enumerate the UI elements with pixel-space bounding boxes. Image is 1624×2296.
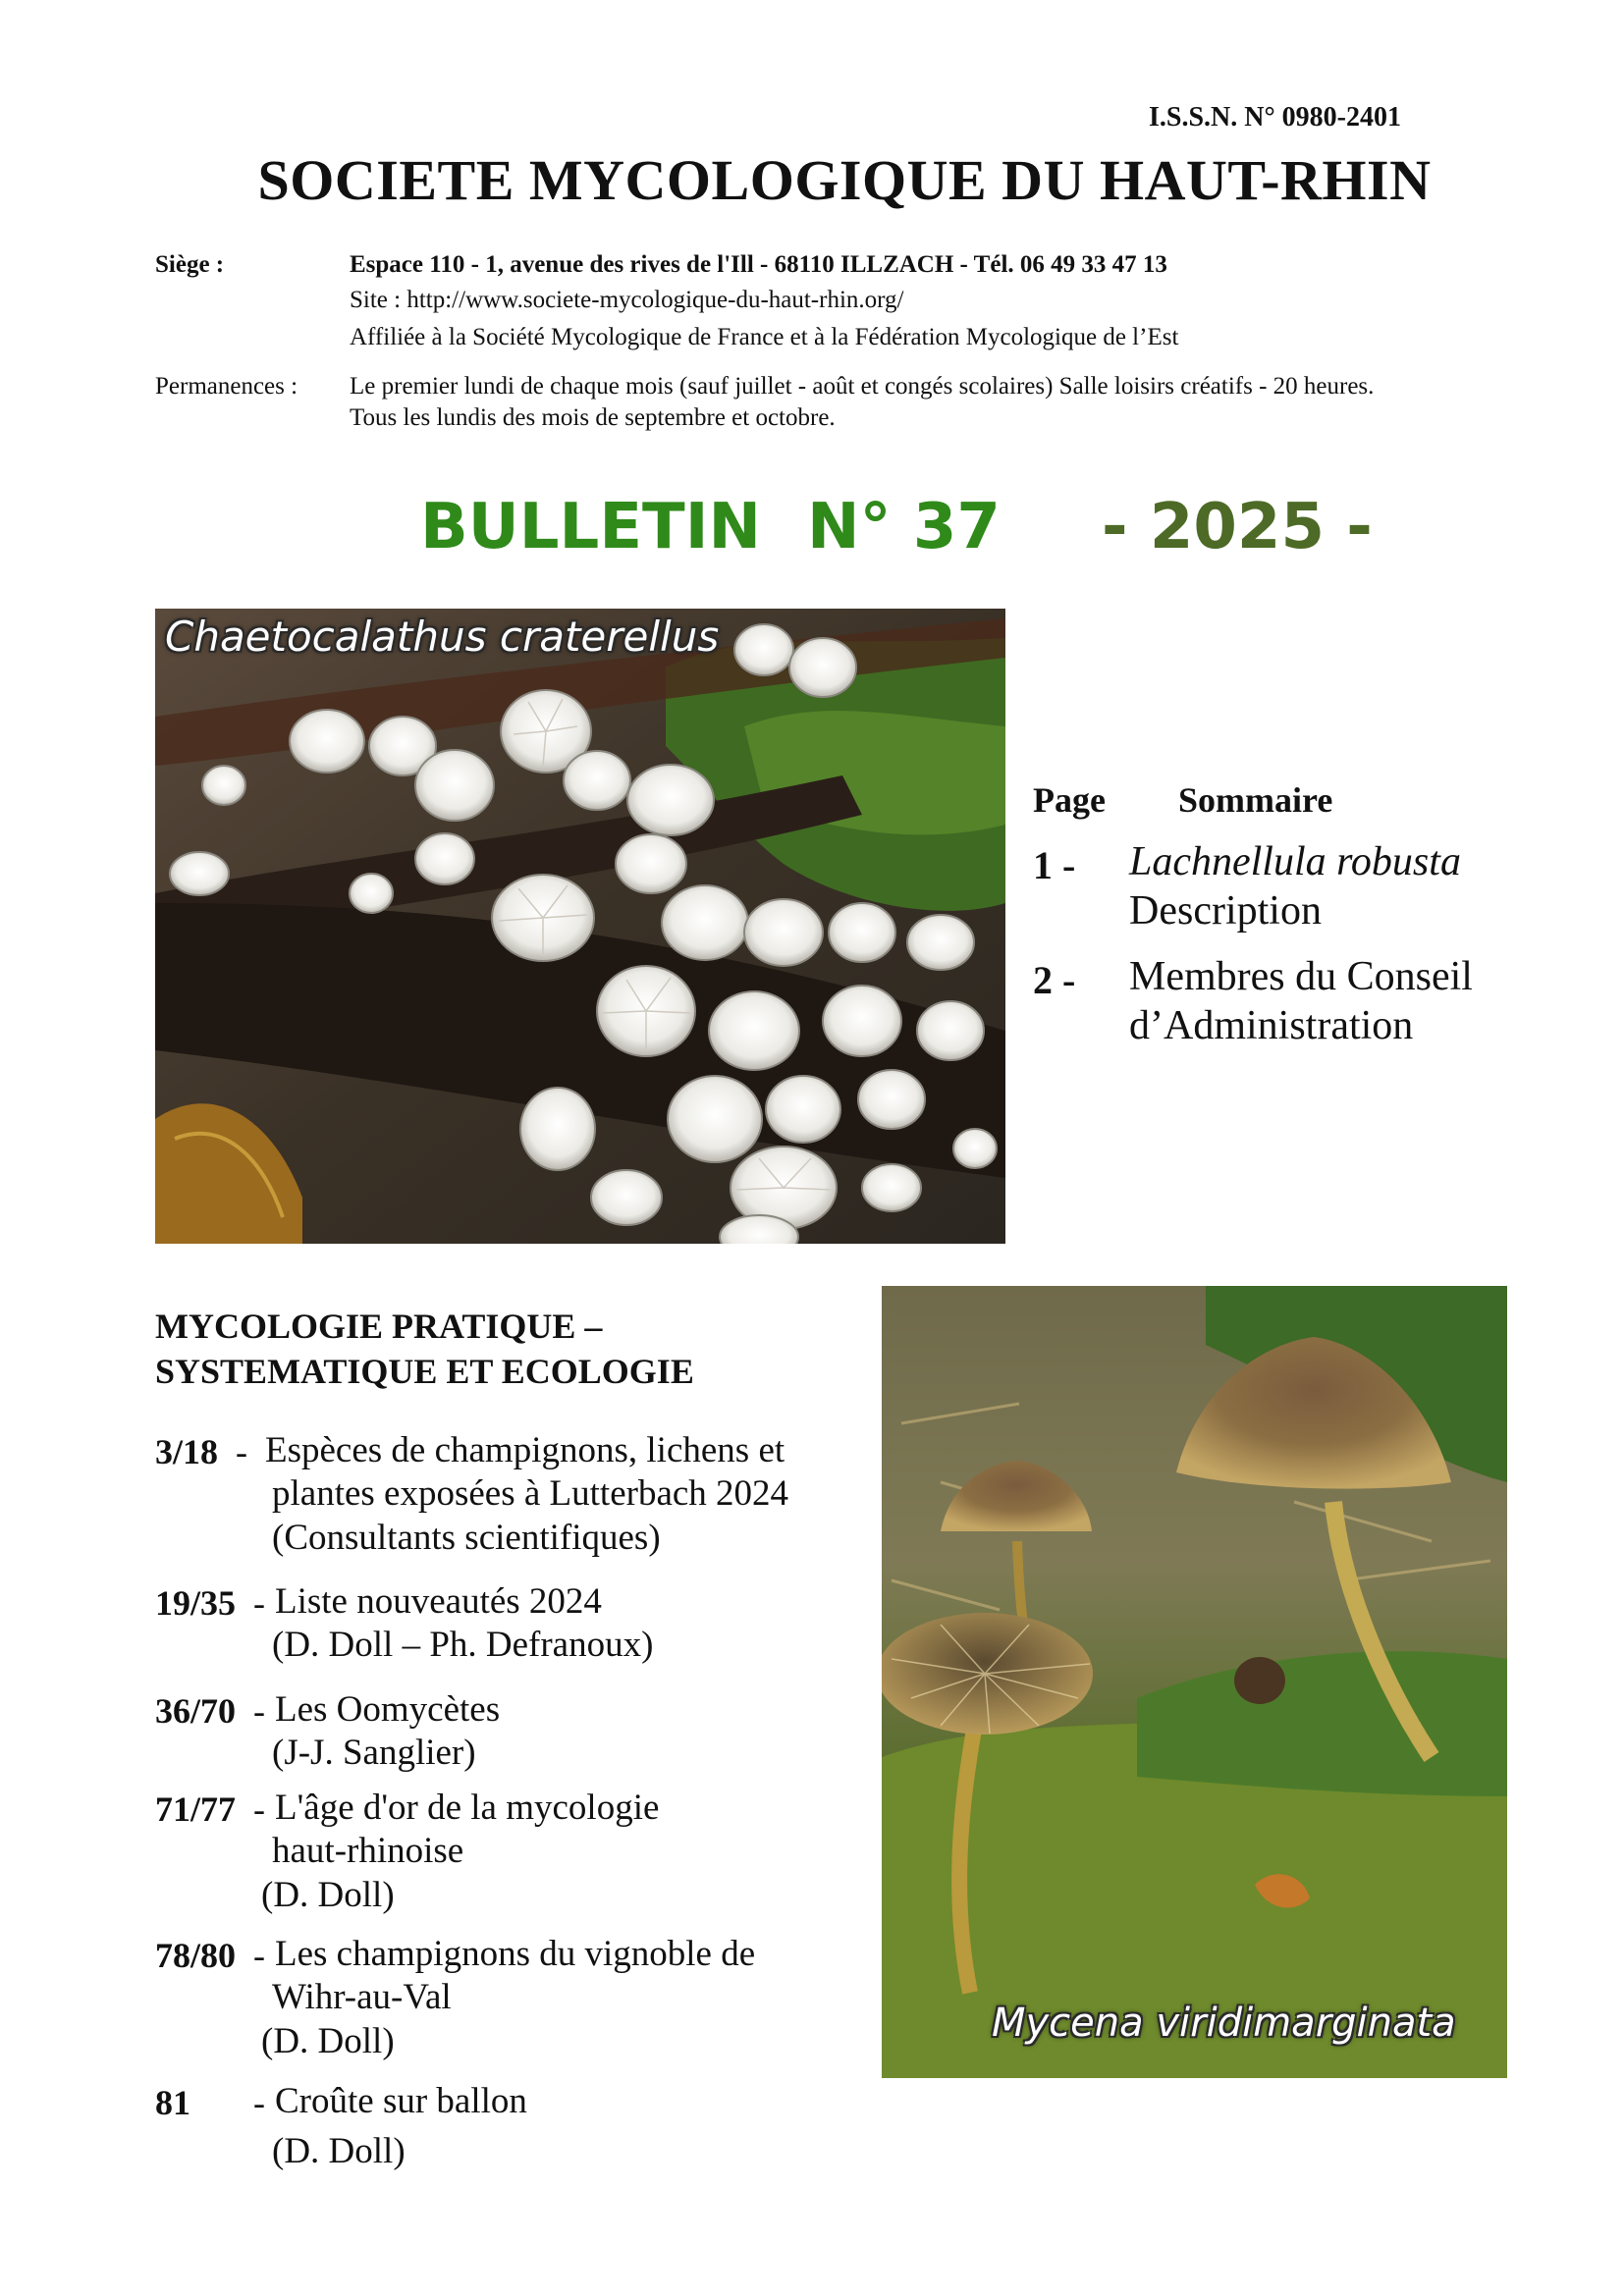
toc-line-2-1: Liste nouveautés 2024 (275, 1581, 602, 1622)
photo-chaetocalathus-image (155, 609, 1005, 1244)
sommaire-item-2-title: Membres du Conseil (1129, 954, 1473, 999)
photo-chaetocalathus (155, 609, 1005, 1244)
toc-pages-4: 71/77 (155, 1789, 237, 1829)
toc-line-2-2: (D. Doll – Ph. Defranoux) (272, 1625, 654, 1665)
issn: I.S.S.N. N° 0980-2401 (1149, 102, 1402, 133)
photo-caption-top: Chaetocalathus craterellus (165, 613, 720, 661)
toc-pages-1: 3/18 (155, 1432, 219, 1471)
toc-line-5-3: (D. Doll) (261, 2021, 395, 2061)
siege-label: Siège : (155, 251, 225, 278)
toc-line-6-2: (D. Doll) (272, 2131, 406, 2171)
sommaire-item-1-num: 1 - (1033, 843, 1076, 887)
toc-line-5-2: Wihr-au-Val (272, 1977, 452, 2017)
siege-address: Espace 110 - 1, avenue des rives de l'Ill - 68110 ILLZACH - Tél. 06 49 33 47 13 (350, 251, 1167, 278)
toc-line-4-3: (D. Doll) (261, 1875, 395, 1915)
sommaire-page-header: Page (1033, 780, 1106, 820)
toc-line-1-1: Espèces de champignons, lichens et (265, 1430, 785, 1470)
toc-pages-3: 36/70 (155, 1691, 237, 1731)
sommaire-item-2-line2: d’Administration (1129, 1003, 1414, 1048)
bulletin-label: BULLETIN (420, 491, 762, 563)
toc-dash-1: - (236, 1432, 247, 1471)
permanences-line-1: Le premier lundi de chaque mois (sauf juillet - août et congés scolaires) Salle loisirs créatifs - 20 heures. (350, 373, 1375, 400)
toc-dash-6: - (253, 2083, 265, 2122)
sommaire-item-2-num: 2 - (1033, 958, 1076, 1002)
permanences-label: Permanences : (155, 373, 298, 400)
toc-line-5-1: Les champignons du vignoble de (275, 1934, 756, 1974)
toc-line-3-1: Les Oomycètes (275, 1689, 501, 1730)
sommaire-item-1-title: Lachnellula robusta (1129, 839, 1461, 884)
sommaire-title: Sommaire (1178, 780, 1333, 820)
toc-pages-2: 19/35 (155, 1583, 237, 1623)
section-heading-line-2: SYSTEMATIQUE ET ECOLOGIE (155, 1352, 694, 1391)
section-heading-line-1: MYCOLOGIE PRATIQUE – (155, 1307, 603, 1346)
affiliation: Affiliée à la Société Mycologique de France et à la Fédération Mycologique de l’Est (350, 324, 1179, 350)
bulletin-year: - 2025 - (1102, 491, 1373, 563)
photo-mycena-image (882, 1286, 1507, 2078)
toc-line-1-3: (Consultants scientifiques) (272, 1518, 661, 1558)
toc-line-4-1: L'âge d'or de la mycologie (275, 1788, 660, 1828)
photo-caption-bottom: Mycena viridimarginata (992, 2001, 1456, 2046)
toc-line-6-1: Croûte sur ballon (275, 2081, 527, 2121)
toc-line-4-2: haut-rhinoise (272, 1831, 464, 1871)
toc-dash-4: - (253, 1789, 265, 1829)
photo-mycena (882, 1286, 1507, 2078)
toc-pages-5: 78/80 (155, 1936, 237, 1975)
toc-pages-6: 81 (155, 2083, 190, 2122)
toc-line-1-2: plantes exposées à Lutterbach 2024 (272, 1473, 789, 1514)
sommaire-item-1-line2: Description (1129, 888, 1322, 934)
bulletin-number: N° 37 (807, 491, 1001, 563)
toc-dash-2: - (253, 1583, 265, 1623)
toc-dash-3: - (253, 1691, 265, 1731)
toc-dash-5: - (253, 1936, 265, 1975)
toc-line-3-2: (J-J. Sanglier) (272, 1733, 476, 1773)
permanences-line-2: Tous les lundis des mois de septembre et octobre. (350, 404, 836, 431)
society-title: SOCIETE MYCOLOGIQUE DU HAUT-RHIN (257, 148, 1432, 212)
section-heading (155, 1304, 694, 1394)
site-url[interactable]: Site : http://www.societe-mycologique-du-haut-rhin.org/ (350, 287, 904, 313)
